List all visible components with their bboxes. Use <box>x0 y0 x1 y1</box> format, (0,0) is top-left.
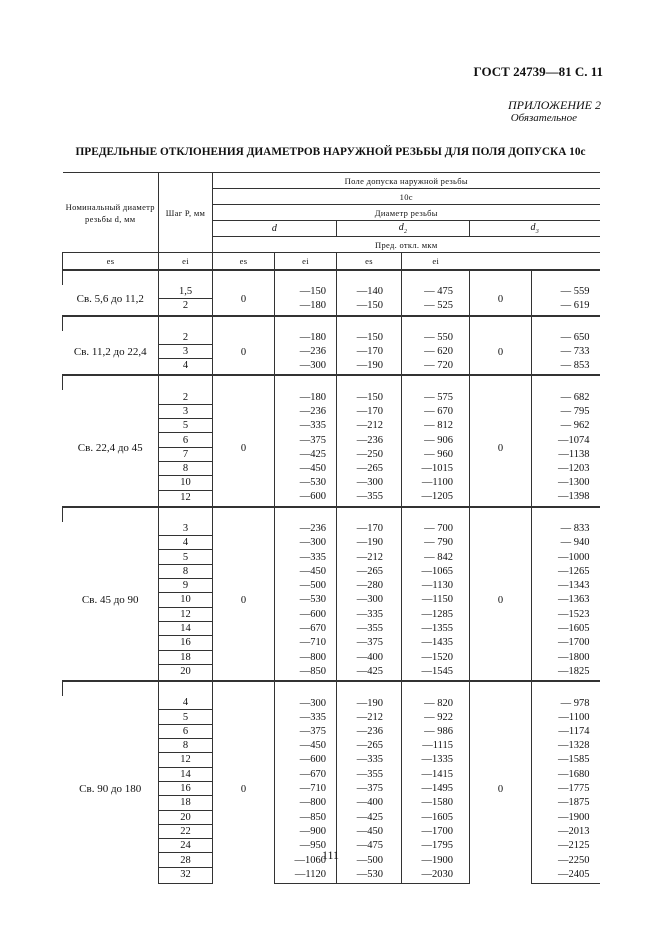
group-separator <box>63 270 600 285</box>
separator-cell <box>63 316 159 331</box>
separator-cell <box>275 270 337 285</box>
separator-cell <box>275 316 337 331</box>
separator-cell <box>470 681 532 696</box>
d3-ei-cell: —2125 <box>532 839 600 853</box>
pitch-cell: 24 <box>159 839 213 853</box>
d3-ei-cell: —1398 <box>532 490 600 507</box>
d3-ei-cell: —1523 <box>532 607 600 621</box>
d3-ei-cell: — 833 <box>532 522 600 536</box>
separator-cell <box>532 507 600 522</box>
d-ei-cell: —375 <box>275 433 337 447</box>
d2-es-cell: —375 <box>337 781 402 795</box>
d2-es-cell: —212 <box>337 550 402 564</box>
d2-es-cell: —335 <box>337 753 402 767</box>
d2-es-cell: —450 <box>337 824 402 838</box>
d2-es-cell: —170 <box>337 404 402 418</box>
d2-es-cell: —425 <box>337 810 402 824</box>
pitch-cell: 32 <box>159 867 213 883</box>
d2-es-cell: —355 <box>337 767 402 781</box>
d2-es-cell: —400 <box>337 650 402 664</box>
d2-ei-cell: —1900 <box>402 853 470 867</box>
d2-es-cell: —375 <box>337 636 402 650</box>
separator-cell <box>402 316 470 331</box>
diameter-range-cell: Св. 5,6 до 11,2 <box>76 293 144 306</box>
separator-cell <box>470 316 532 331</box>
group-separator <box>63 681 600 696</box>
d2-ei-cell: —1495 <box>402 781 470 795</box>
d3-ei-cell: —1775 <box>532 781 600 795</box>
separator-cell <box>275 375 337 390</box>
d2-ei-cell: — 906 <box>402 433 470 447</box>
thread-diameter-header: Диаметр резьбы <box>213 205 600 221</box>
pitch-cell: 9 <box>159 579 213 593</box>
d2-es-cell: —212 <box>337 710 402 724</box>
pitch-cell: 20 <box>159 664 213 681</box>
column-header-4: ei <box>275 253 337 271</box>
d-es-cell: 0 <box>213 331 275 376</box>
pitch-cell: 2 <box>159 331 213 345</box>
d3-ei-cell: —1680 <box>532 767 600 781</box>
d2-ei-cell: —1415 <box>402 767 470 781</box>
separator-cell <box>213 507 275 522</box>
pitch-cell: 5 <box>159 550 213 564</box>
d3-ei-cell: — 940 <box>532 536 600 550</box>
d-ei-cell: —335 <box>275 710 337 724</box>
pitch-cell: 10 <box>159 593 213 607</box>
d-header: d <box>213 221 337 237</box>
nominal-diameter-header: Номинальный диаметр резьбы d, мм <box>63 173 159 253</box>
d2-ei-cell: — 820 <box>402 696 470 710</box>
d3-es-cell: 0 <box>470 285 532 316</box>
d2-es-cell: —190 <box>337 359 402 376</box>
pitch-cell: 14 <box>159 767 213 781</box>
d-ei-cell: —800 <box>275 650 337 664</box>
pitch-cell: 5 <box>159 419 213 433</box>
group-separator <box>63 316 600 331</box>
separator-cell <box>532 270 600 285</box>
separator-cell <box>63 507 159 522</box>
pitch-header: Шаг P, мм <box>159 173 213 253</box>
d3-es-cell: 0 <box>470 331 532 376</box>
d3-ei-cell: —2250 <box>532 853 600 867</box>
d2-ei-cell: —2030 <box>402 867 470 883</box>
d3-ei-cell: —1875 <box>532 796 600 810</box>
diameter-range-cell: Св. 45 до 90 <box>81 594 139 607</box>
d-ei-cell: —530 <box>275 476 337 490</box>
d2-es-cell: —475 <box>337 839 402 853</box>
d-ei-cell: —300 <box>275 359 337 376</box>
table-row <box>63 285 600 299</box>
deviations-table <box>62 172 600 884</box>
pitch-cell: 5 <box>159 710 213 724</box>
pitch-cell: 20 <box>159 810 213 824</box>
d-ei-cell: —670 <box>275 767 337 781</box>
separator-cell <box>532 681 600 696</box>
d3-ei-cell: — 559 <box>532 285 600 299</box>
d3-ei-cell: —1000 <box>532 550 600 564</box>
d2-es-cell: —300 <box>337 593 402 607</box>
column-header-5: es <box>337 253 402 271</box>
separator-cell <box>402 270 470 285</box>
pitch-cell: 2 <box>159 299 213 316</box>
table-row <box>63 696 600 710</box>
pitch-cell: 3 <box>159 404 213 418</box>
group-separator <box>63 507 600 522</box>
d-ei-cell: —335 <box>275 419 337 433</box>
separator-cell <box>402 375 470 390</box>
appendix-label: ПРИЛОЖЕНИЕ 2 <box>508 98 601 112</box>
d2-es-cell: —355 <box>337 621 402 635</box>
separator-cell <box>213 270 275 285</box>
d-ei-cell: —710 <box>275 781 337 795</box>
pitch-cell: 1,5 <box>159 285 213 299</box>
d2-es-cell: —355 <box>337 490 402 507</box>
separator-cell <box>275 507 337 522</box>
pitch-cell: 16 <box>159 636 213 650</box>
d2-ei-cell: —1285 <box>402 607 470 621</box>
d2-es-cell: —190 <box>337 536 402 550</box>
separator-cell <box>159 507 213 522</box>
d2-ei-cell: —1700 <box>402 824 470 838</box>
d3-ei-cell: —1343 <box>532 579 600 593</box>
separator-cell <box>63 270 159 285</box>
pitch-cell: 6 <box>159 433 213 447</box>
table-row <box>63 522 600 536</box>
d3-ei-cell: —1900 <box>532 810 600 824</box>
table-header <box>63 173 600 271</box>
pitch-cell: 7 <box>159 447 213 461</box>
d3-ei-cell: —2013 <box>532 824 600 838</box>
d3-ei-cell: — 650 <box>532 331 600 345</box>
d2-ei-cell: — 670 <box>402 404 470 418</box>
separator-cell <box>63 681 159 696</box>
column-header-2: ei <box>159 253 213 271</box>
d3-ei-cell: —1138 <box>532 447 600 461</box>
separator-cell <box>470 375 532 390</box>
d2-ei-cell: —1605 <box>402 810 470 824</box>
d2-ei-cell: — 700 <box>402 522 470 536</box>
d3-es-cell: 0 <box>470 696 532 883</box>
separator-cell <box>63 375 159 390</box>
pitch-cell: 3 <box>159 344 213 358</box>
d-ei-cell: —180 <box>275 299 337 316</box>
page-number: 111 <box>321 848 340 862</box>
diameter-range-cell: Св. 22,4 до 45 <box>77 441 143 454</box>
separator-cell <box>470 270 532 285</box>
separator-cell <box>532 375 600 390</box>
d2-ei-cell: — 922 <box>402 710 470 724</box>
d2-es-cell: —170 <box>337 522 402 536</box>
separator-cell <box>470 507 532 522</box>
d2-header: $d_2$ <box>337 221 470 237</box>
pitch-cell: 12 <box>159 753 213 767</box>
d-ei-cell: —710 <box>275 636 337 650</box>
pitch-cell: 4 <box>159 359 213 376</box>
d-ei-cell: —850 <box>275 810 337 824</box>
tolerance-field-header: Поле допуска наружной резьбы <box>213 173 600 189</box>
d2-ei-cell: —1795 <box>402 839 470 853</box>
d3-ei-cell: —1265 <box>532 564 600 578</box>
column-header-6: ei <box>402 253 470 271</box>
d3-ei-cell: — 853 <box>532 359 600 376</box>
d-es-cell: 0 <box>213 696 275 883</box>
d2-ei-cell: —1355 <box>402 621 470 635</box>
d2-es-cell: —425 <box>337 664 402 681</box>
pitch-cell: 8 <box>159 461 213 475</box>
d-ei-cell: —236 <box>275 522 337 536</box>
d-ei-cell: —450 <box>275 564 337 578</box>
d-ei-cell: —1060 <box>275 853 337 867</box>
separator-cell <box>213 375 275 390</box>
table-body <box>63 270 600 883</box>
d3-ei-cell: —1825 <box>532 664 600 681</box>
d3-ei-cell: — 682 <box>532 390 600 404</box>
pitch-cell: 22 <box>159 824 213 838</box>
pitch-cell: 4 <box>159 696 213 710</box>
separator-cell <box>337 375 402 390</box>
group-separator <box>63 375 600 390</box>
d-ei-cell: —530 <box>275 593 337 607</box>
d2-es-cell: —236 <box>337 433 402 447</box>
d-ei-cell: —180 <box>275 390 337 404</box>
d2-ei-cell: —1545 <box>402 664 470 681</box>
d2-ei-cell: —1335 <box>402 753 470 767</box>
d-es-cell: 0 <box>213 285 275 316</box>
d-ei-cell: —670 <box>275 621 337 635</box>
d2-ei-cell: — 620 <box>402 344 470 358</box>
d-ei-cell: —300 <box>275 696 337 710</box>
d2-ei-cell: — 812 <box>402 419 470 433</box>
d3-ei-cell: —1605 <box>532 621 600 635</box>
d3-ei-cell: —1074 <box>532 433 600 447</box>
d2-ei-cell: —1435 <box>402 636 470 650</box>
pitch-cell: 6 <box>159 724 213 738</box>
d3-es-cell: 0 <box>470 390 532 506</box>
d2-es-cell: —335 <box>337 607 402 621</box>
d-es-cell: 0 <box>213 522 275 681</box>
d3-header: $d_3$ <box>470 221 600 237</box>
d2-es-cell: —265 <box>337 461 402 475</box>
pitch-cell: 3 <box>159 522 213 536</box>
d-ei-cell: —236 <box>275 344 337 358</box>
d2-es-cell: —500 <box>337 853 402 867</box>
d-ei-cell: —1120 <box>275 867 337 883</box>
separator-cell <box>159 375 213 390</box>
d2-ei-cell: — 986 <box>402 724 470 738</box>
d3-ei-cell: —2405 <box>532 867 600 883</box>
d2-es-cell: —265 <box>337 564 402 578</box>
d2-es-cell: —250 <box>337 447 402 461</box>
d-ei-cell: —850 <box>275 664 337 681</box>
d2-es-cell: —265 <box>337 739 402 753</box>
d3-ei-cell: —1100 <box>532 710 600 724</box>
d-ei-cell: —375 <box>275 724 337 738</box>
diameter-range-cell: Св. 11,2 до 22,4 <box>73 346 147 359</box>
column-header-3: es <box>213 253 275 271</box>
d2-es-cell: —140 <box>337 285 402 299</box>
separator-cell <box>337 270 402 285</box>
d-ei-cell: —450 <box>275 461 337 475</box>
separator-cell <box>402 507 470 522</box>
d3-ei-cell: —1300 <box>532 476 600 490</box>
obligatory-label: Обязательное <box>510 112 577 124</box>
pitch-cell: 8 <box>159 739 213 753</box>
d2-ei-cell: —1015 <box>402 461 470 475</box>
d-ei-cell: —600 <box>275 490 337 507</box>
d2-es-cell: —150 <box>337 390 402 404</box>
d2-ei-cell: —1150 <box>402 593 470 607</box>
d3-ei-cell: — 962 <box>532 419 600 433</box>
document-code: ГОСТ 24739—81 С. 11 <box>473 64 603 79</box>
pitch-cell: 18 <box>159 796 213 810</box>
d3-es-cell: 0 <box>470 522 532 681</box>
d2-ei-cell: — 720 <box>402 359 470 376</box>
d2-ei-cell: — 550 <box>402 331 470 345</box>
separator-cell <box>275 681 337 696</box>
d2-es-cell: —150 <box>337 331 402 345</box>
d2-ei-cell: — 575 <box>402 390 470 404</box>
d-ei-cell: —600 <box>275 607 337 621</box>
d2-es-cell: —300 <box>337 476 402 490</box>
d2-es-cell: —400 <box>337 796 402 810</box>
separator-cell <box>337 507 402 522</box>
table-title: ПРЕДЕЛЬНЫЕ ОТКЛОНЕНИЯ ДИАМЕТРОВ НАРУЖНОЙ РЕЗЬБЫ ДЛЯ ПОЛЯ ДОПУСКА 10с <box>75 146 586 158</box>
d2-ei-cell: —1100 <box>402 476 470 490</box>
column-header-1: es <box>63 253 159 271</box>
d2-ei-cell: —1520 <box>402 650 470 664</box>
d2-ei-cell: — 842 <box>402 550 470 564</box>
separator-cell <box>532 316 600 331</box>
d-ei-cell: —425 <box>275 447 337 461</box>
d-ei-cell: —180 <box>275 331 337 345</box>
limit-deviation-header: Пред. откл. мкм <box>213 237 600 253</box>
pitch-cell: 4 <box>159 536 213 550</box>
d2-ei-cell: —1580 <box>402 796 470 810</box>
d3-ei-cell: — 795 <box>532 404 600 418</box>
diameter-range-cell: Св. 90 до 180 <box>79 783 142 796</box>
d2-ei-cell: —1205 <box>402 490 470 507</box>
pitch-cell: 2 <box>159 390 213 404</box>
separator-cell <box>213 316 275 331</box>
d2-es-cell: —190 <box>337 696 402 710</box>
pitch-cell: 8 <box>159 564 213 578</box>
pitch-cell: 14 <box>159 621 213 635</box>
d-ei-cell: —500 <box>275 579 337 593</box>
d3-ei-cell: —1700 <box>532 636 600 650</box>
d-ei-cell: —300 <box>275 536 337 550</box>
d3-ei-cell: —1585 <box>532 753 600 767</box>
d-ei-cell: —450 <box>275 739 337 753</box>
d3-ei-cell: —1174 <box>532 724 600 738</box>
d2-es-cell: —170 <box>337 344 402 358</box>
separator-cell <box>337 681 402 696</box>
d2-ei-cell: —1065 <box>402 564 470 578</box>
d-es-cell: 0 <box>213 390 275 506</box>
pitch-cell: 12 <box>159 607 213 621</box>
pitch-cell: 28 <box>159 853 213 867</box>
d3-ei-cell: —1800 <box>532 650 600 664</box>
d2-ei-cell: — 475 <box>402 285 470 299</box>
d3-ei-cell: — 978 <box>532 696 600 710</box>
d3-ei-cell: — 619 <box>532 299 600 316</box>
d-ei-cell: —800 <box>275 796 337 810</box>
d2-ei-cell: — 960 <box>402 447 470 461</box>
separator-cell <box>213 681 275 696</box>
separator-cell <box>337 316 402 331</box>
d2-es-cell: —530 <box>337 867 402 883</box>
pitch-cell: 12 <box>159 490 213 507</box>
d-ei-cell: —150 <box>275 285 337 299</box>
separator-cell <box>402 681 470 696</box>
d2-es-cell: —150 <box>337 299 402 316</box>
d3-ei-cell: —1363 <box>532 593 600 607</box>
d-ei-cell: —900 <box>275 824 337 838</box>
d2-ei-cell: —1115 <box>402 739 470 753</box>
d2-es-cell: —280 <box>337 579 402 593</box>
d3-ei-cell: — 733 <box>532 344 600 358</box>
pitch-cell: 16 <box>159 781 213 795</box>
d3-ei-cell: —1203 <box>532 461 600 475</box>
d-ei-cell: —335 <box>275 550 337 564</box>
d-ei-cell: —600 <box>275 753 337 767</box>
pitch-cell: 10 <box>159 476 213 490</box>
d-ei-cell: —236 <box>275 404 337 418</box>
d-ei-cell: —950 <box>275 839 337 853</box>
d2-es-cell: —212 <box>337 419 402 433</box>
d3-ei-cell: —1328 <box>532 739 600 753</box>
separator-cell <box>159 316 213 331</box>
d2-ei-cell: — 525 <box>402 299 470 316</box>
table-row <box>63 331 600 345</box>
d2-ei-cell: —1130 <box>402 579 470 593</box>
separator-cell <box>159 270 213 285</box>
d2-es-cell: —236 <box>337 724 402 738</box>
tolerance-grade-header: 10с <box>213 189 600 205</box>
table-row <box>63 390 600 404</box>
d2-ei-cell: — 790 <box>402 536 470 550</box>
pitch-cell: 18 <box>159 650 213 664</box>
separator-cell <box>159 681 213 696</box>
